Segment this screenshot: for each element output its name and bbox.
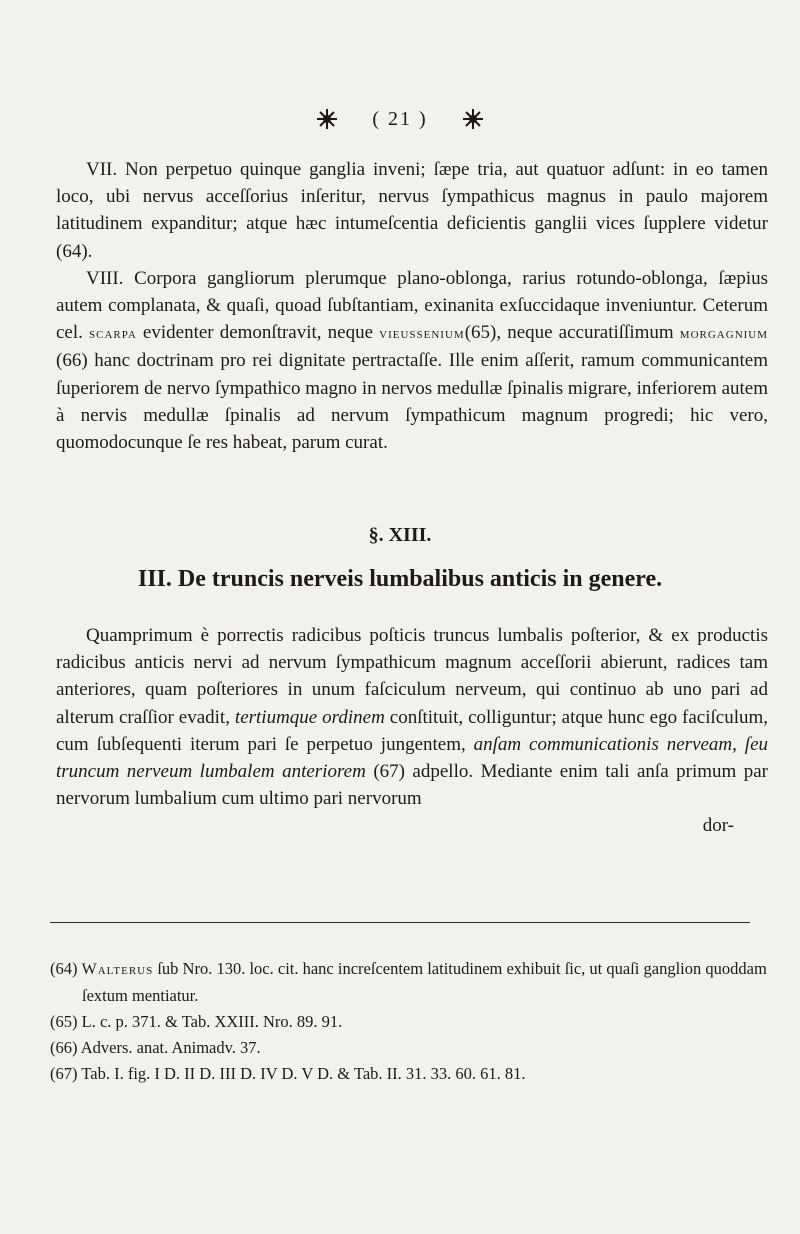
body-text-top [56, 156, 768, 456]
author-name-walterus: Walterus [81, 961, 154, 978]
section-title: III. De truncis nerveis lumbalibus anticis in genere. [137, 566, 663, 592]
ornament-icon [462, 108, 484, 130]
footnote-text: Tab. I. fig. I D. II D. III D. IV D. V D. & Tab. II. 31. 33. 60. 61. 81. [81, 1064, 526, 1083]
text-run: VIII. Corpora gangliorum plerumque plano-oblonga, rarius rotundo-oblonga, ſæpius autem complanata, & quaſi, quoad ſubſtantiam, exinanita exſuccidaque inveniuntur. Ceterum cel. [56, 267, 768, 344]
author-name-vieussenium: vieussenium [379, 325, 465, 343]
footnote-text: ſub Nro. 130. loc. cit. hanc increſcentem latitudinem exhibuit ſic, ut quaſi ganglion quoddam ſextum mentiatur. [82, 959, 767, 1005]
text-run: (66) hanc doctrinam pro rei dignitate pertractaſſe. Ille enim aſſerit, ramum communicantem ſuperiorem de nervo ſympathico magno in nervos medullæ ſpinalis migrare, inferiorem autem à nervis medullæ ſpinalis ad nervum ſympathicum magnum progredi; hic vero, quomodocunque ſe res habeat, parum curat. [56, 350, 768, 454]
footnote-rule [50, 922, 750, 923]
text-run: (67) adpello. Mediante enim tali anſa primum par nervorum lumbalium cum ultimo pari nervorum [56, 761, 769, 810]
paragraph-viii [56, 265, 768, 456]
footnote-mark: (64) [50, 959, 78, 978]
paragraph-vii: VII. Non perpetuo quinque ganglia inveni; ſæpe tria, aut quatuor adſunt: in eo tamen loco, ubi nervus acceſſorius inſeritur, nervus ſympathicus magnus in paulo majorem latitudinem expanditur; atque hæc intumeſcentia deficientis ganglii vices ſupplere videtur (64). [56, 159, 768, 262]
section-number: §. XIII. [368, 524, 432, 546]
footnote-66 [50, 1035, 768, 1061]
footnote-mark: (66) [50, 1038, 78, 1057]
footnote-65 [50, 1009, 768, 1035]
italic-term: tertiumque ordinem [234, 706, 385, 728]
author-name-morgagnium: morgagnium [679, 325, 769, 343]
text-run: conſtituit, colliguntur; atque hunc ego faciſculum, cum ſubſequenti iterum pari ſe perpetuo jungentem, [56, 706, 769, 755]
footnote-text: Advers. anat. Animadv. 37. [80, 1038, 261, 1057]
text-run: evidenter demonſtravit, neque [142, 322, 374, 344]
text-run: Quamprimum è porrectis radicibus poſticis truncus lumbalis poſterior, & ex productis radicibus anticis nervi ad nervum ſympathicum magnum acceſſorii abierunt, radices tam anteriores, quam poſteriores in unum faſciculum nerveum, qui continuo ab uno pari ad alterum craſſior evadit, [56, 625, 768, 728]
paragraph-section-xiii [56, 622, 768, 812]
ornament-icon [316, 108, 338, 130]
italic-term: anſam communicationis nerveam, ſeu truncum nerveum lumbalem anteriorem [56, 733, 768, 783]
footnotes [50, 956, 768, 1087]
body-text-bottom [56, 622, 768, 840]
footnote-mark: (65) [50, 1012, 78, 1031]
text-run: (65), neque accuratiſſimum [464, 322, 674, 344]
footnote-64 [50, 956, 768, 1009]
footnote-67 [50, 1061, 768, 1087]
footnote-mark: (67) [50, 1064, 78, 1083]
catchword: dor- [702, 815, 734, 837]
footnote-text: L. c. p. 371. & Tab. XXIII. Nro. 89. 91. [81, 1012, 343, 1031]
page-header [0, 103, 800, 135]
author-name-scarpa: scarpa [89, 325, 137, 343]
page-number: ( 21 ) [372, 107, 428, 130]
